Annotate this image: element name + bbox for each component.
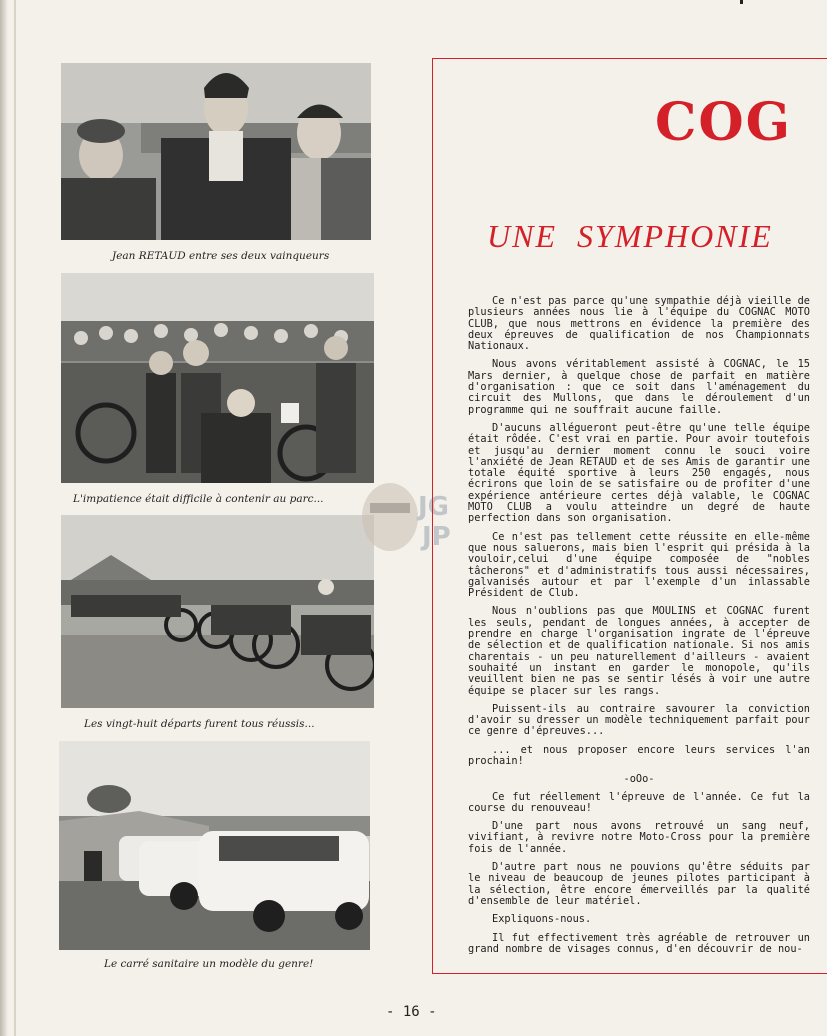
page-edge-line — [14, 0, 16, 1036]
paragraph: ... et nous proposer encore leurs services l'an prochain! — [468, 743, 810, 767]
page-edge — [0, 0, 8, 1036]
photo-medical-area — [59, 741, 370, 950]
paragraph: Ce n'est pas tellement cette réussite en elle-même que nous saluerons, mais bien l'esprit qui présida à la vouloir,celui d'une équipe composée de "nobles tâcherons" et d'administratifs tous aussi nécessaires, galvanisés autour et par l'exemple d'un inlassable Président de Club. — [468, 530, 810, 600]
photo-three-men — [61, 63, 371, 240]
print-mark — [740, 0, 743, 4]
gothic-title: COG — [655, 92, 793, 153]
paragraph: Nous avons véritablement assisté à COGNAC, le 15 Mars dernier, à quelque chose de parfait en matière d'organisation : que ce soit dans l'aménagement du circuit des Mullons, que dans le déroulement d'un programme qui ne souffrait aucune faille. — [468, 358, 810, 416]
caption-photo-4: Le carré sanitaire un modèle du genre! — [104, 958, 314, 970]
caption-photo-3: Les vingt-huit départs furent tous réussis... — [84, 718, 315, 730]
paragraph: Expliquons-nous. — [492, 913, 592, 926]
paragraph: Ce n'est pas parce qu'une sympathie déjà vieille de plusieurs années nous lie à l'équipe du COGNAC MOTO CLUB, que nous mettrons en évidence la première des deux épreuves de qualification de nos Championnats Nationaux. — [468, 295, 810, 353]
caption-photo-2: L'impatience était difficile à contenir au parc... — [73, 493, 324, 505]
paragraph: Ce fut réellement l'épreuve de l'année. Ce fut la course du renouveau! — [468, 790, 810, 814]
section-separator: -oOo- — [623, 773, 655, 786]
photo-start-line — [61, 515, 374, 708]
paragraph: D'aucuns allégueront peut-être qu'une telle équipe était rôdée. C'est vrai en partie. Pour avoir toutefois et jusqu'au dernier moment connu le souci voire l'anxiété de Jean RETAUD et de ses Amis de garantir une totale équité sportive à leurs 250 engagés, nous écrirons que loin de se satisfaire ou de profiter d'une expérience antérieure certes déjà valable, le COGNAC MOTO CLUB a voulu atteindre un degré de haute perfection dans son organisation. — [468, 421, 810, 525]
caption-photo-1: Jean RETAUD entre ses deux vainqueurs — [112, 250, 330, 262]
article-body — [468, 296, 810, 962]
headline: UNE SYMPHONIE — [487, 218, 773, 254]
paragraph: Puissent-ils au contraire savourer la conviction d'avoir su dresser un modèle techniquement parfait pour ce genre d'épreuves... — [468, 702, 810, 738]
page-number: - 16 - — [386, 1004, 437, 1020]
svg-text:JP: JP — [422, 522, 451, 552]
paragraph: D'autre part nous ne pouvions qu'être séduits par le niveau de beaucoup de jeunes pilotes participant à la sélection, être encore émerveillés par la qualité d'ensemble de leur matériel. — [468, 861, 810, 907]
paragraph: Il fut effectivement très agréable de retrouver un grand nombre de visages connus, d'en découvrir de nou- — [468, 931, 810, 955]
photo-paddock-riders — [61, 273, 374, 483]
svg-text:JG: JG — [418, 492, 450, 522]
paragraph: D'une part nous avons retrouvé un sang neuf, vivifiant, à revivre notre Moto-Cross pour la première fois de l'année. — [468, 820, 810, 855]
paragraph: Nous n'oublions pas que MOULINS et COGNAC furent les seuls, pendant de longues années, à accepter de prendre en charge l'organisation ingrate de l'épreuve de sélection et de qualification nationale. Si nos amis charentais - un peu naturellement d'ailleurs - avaient souhaité un instant en garder le monopole, qu'ils veuillent bien ne pas se sentir lésés à voir une autre équipe se placer sur les rangs. — [468, 605, 810, 697]
